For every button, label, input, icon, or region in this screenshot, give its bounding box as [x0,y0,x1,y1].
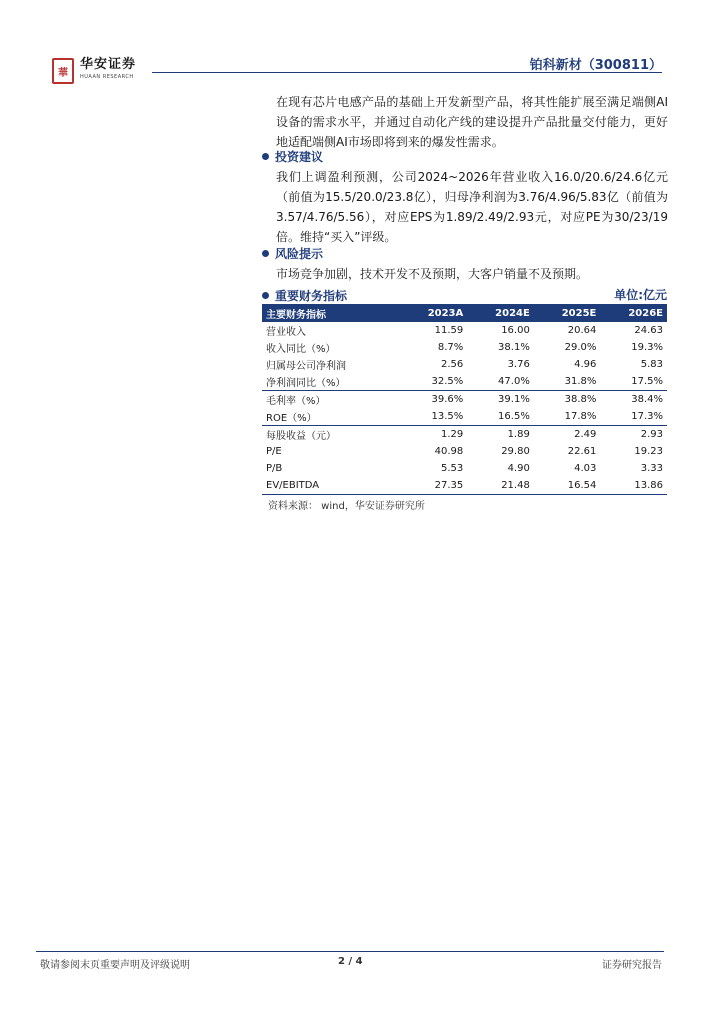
table-cell: 38.8% [534,391,601,409]
table-cell: 11.59 [434,325,464,336]
company-title: 铂科新材（300811） [529,58,662,73]
section-risk-title: 风险提示 [275,247,324,261]
header-divider [152,72,662,73]
table-header-cell: 2024E [467,304,534,322]
table-cell: 39.1% [467,391,534,409]
table-cell: 13.86 [600,477,667,495]
footer-divider [36,951,664,952]
table-cell: EV/EBITDA [262,477,399,495]
brand-logo [52,58,136,84]
investment-paragraph: 我们上调盈利预测，公司2024~2026年营业收入16.0/20.6/24.6亿元（前值为15.5/20.0/23.8亿），归母净利润为3.76/4.96/5.83亿（前值为3.57/4.76/5.56），对应EPS为1.89/2.49/2.93元，对应PE为30/23/19倍。维持“买入”评级。 [276,170,668,244]
table-cell: 13.5% [431,411,464,422]
table-row [262,339,667,356]
table-row [262,356,667,373]
table-cell: 3.76 [507,359,530,370]
bullet-icon [262,292,269,299]
table-cell: 营业收入 [266,327,306,338]
intro-paragraph: 在现有芯片电感产品的基础上开发新型产品，将其性能扩展至满足端侧AI设备的需求水平，并通过自动化产线的建设提升产品批量交付能力，更好地适配端侧AI市场即将到来的爆发性需求。 [276,95,668,149]
table-cell: 2.49 [534,426,601,444]
table-cell: 3.33 [640,463,663,474]
table-cell: 31.8% [564,376,597,387]
intro-block [276,92,668,152]
table-cell: 39.6% [399,391,467,409]
page-number: 2 / 4 [338,956,363,967]
table-cell: 16.54 [534,477,601,495]
table-cell: 32.5% [431,376,464,387]
bullet-icon [262,250,269,257]
section-investment [262,148,323,165]
bullet-icon [262,153,269,160]
table-cell: 4.90 [507,463,530,474]
table-header-cell: 2025E [534,304,601,322]
table-cell: 1.29 [399,426,467,444]
section-financials [262,287,347,304]
risk-paragraph: 市场竞争加剧，技术开发不及预期，大客户销量不及预期。 [276,267,589,281]
section-investment-title: 投资建议 [275,150,324,164]
table-cell: 4.96 [574,359,597,370]
table-cell: 17.8% [564,411,597,422]
table-row [262,460,667,477]
table-cell: 17.3% [631,411,663,422]
table-cell: 1.89 [467,426,534,444]
risk-block [276,264,668,284]
table-header-row [262,304,667,322]
table-cell: 20.64 [567,325,597,336]
table-cell: 29.80 [501,446,530,457]
table-cell: 38.4% [600,391,667,409]
footer-report-type: 证券研究报告 [602,960,662,971]
table-cell: 5.53 [441,463,464,474]
table-row [262,322,667,339]
table-cell: 24.63 [634,325,663,336]
table-cell: 收入同比（%） [266,344,336,355]
table-row [262,408,667,426]
table-cell: 47.0% [498,376,530,387]
table-row [262,477,667,495]
table-cell: 毛利率（%） [262,391,399,409]
section-risk [262,245,323,262]
table-cell: 8.7% [437,342,464,353]
page-header [0,0,724,90]
table-row [262,391,667,409]
table-header-cell: 主要财务指标 [262,304,399,322]
table-cell: P/B [266,463,283,474]
investment-block [276,167,668,247]
table-cell: 4.03 [574,463,597,474]
table-cell: 2.56 [441,359,464,370]
table-cell: 16.00 [501,325,530,336]
table-row [262,426,667,444]
table-cell: P/E [266,446,282,457]
table-source-note: 资料来源： wind，华安证券研究所 [268,501,425,512]
table-row [262,373,667,391]
seal-icon: 華 [52,58,74,84]
table-cell: 19.3% [631,342,663,353]
logo-name-en: HUAAN RESEARCH [80,74,134,80]
table-cell: 17.5% [631,376,663,387]
table-cell: ROE（%） [266,413,317,424]
table-cell: 40.98 [434,446,464,457]
table-cell: 16.5% [498,411,530,422]
logo-name-cn: 华安证券 [80,57,137,72]
table-row [262,443,667,460]
table-cell: 每股收益（元） [262,426,399,444]
table-cell: 38.1% [498,342,530,353]
table-cell: 22.61 [567,446,597,457]
financial-table [262,304,667,495]
table-header-cell: 2026E [600,304,667,322]
table-cell: 19.23 [634,446,663,457]
footer-disclaimer: 敬请参阅末页重要声明及评级说明 [40,960,190,971]
section-financials-title: 重要财务指标 [275,289,348,303]
table-cell: 5.83 [640,359,663,370]
table-cell: 2.93 [600,426,667,444]
table-cell: 27.35 [399,477,467,495]
table-cell: 21.48 [467,477,534,495]
unit-label: 单位:亿元 [614,288,667,302]
table-cell: 29.0% [564,342,597,353]
table-cell: 净利润同比（%） [266,378,346,389]
table-header-cell: 2023A [399,304,467,322]
table-cell: 归属母公司净利润 [266,361,346,372]
